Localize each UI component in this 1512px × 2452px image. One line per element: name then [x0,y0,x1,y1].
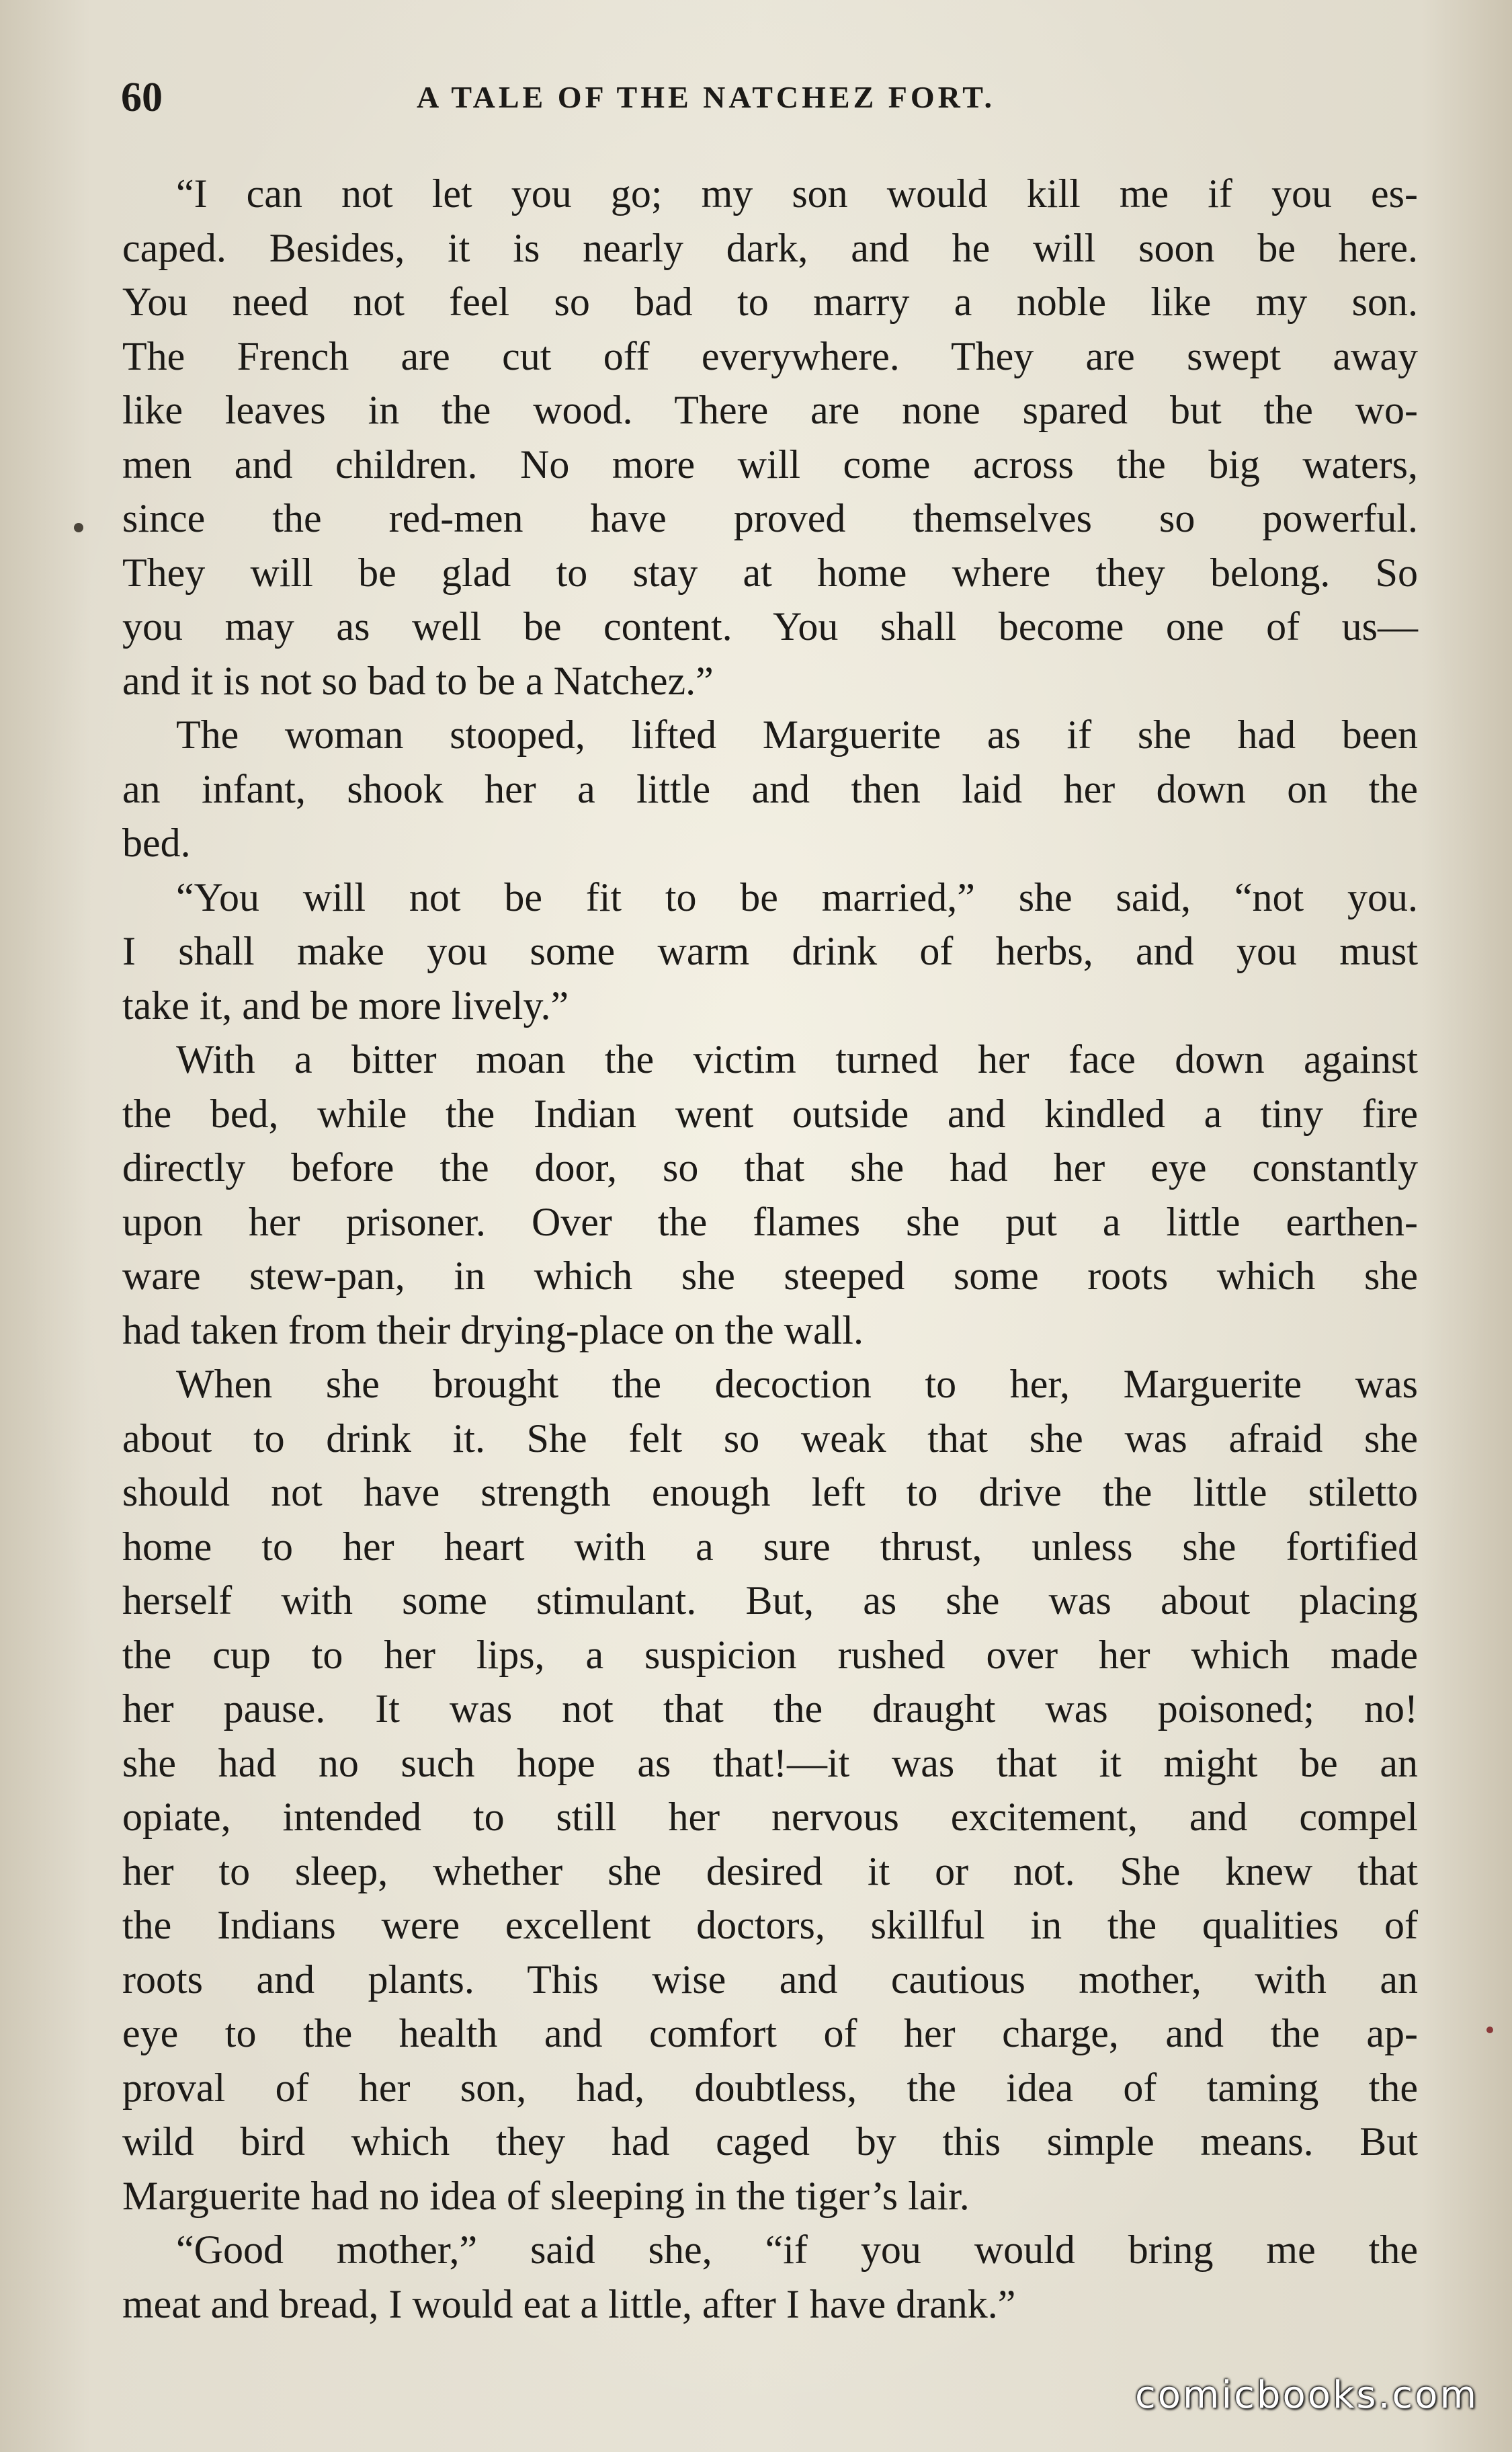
text-line: an infant, shook her a little and then laid her down on the [122,766,1418,811]
ink-speck [74,523,83,532]
text-line: opiate, intended to still her nervous excitement, and compel [122,1795,1418,1839]
text-line: When she brought the decoction to her, Marguerite was [176,1362,1418,1406]
text-line: and it is not so bad to be a Natchez.” [122,658,714,703]
text-line: the Indians were excellent doctors, skillful in the qualities of [122,1903,1418,1947]
text-line: Marguerite had no idea of sleeping in the tiger’s lair. [122,2173,970,2218]
text-line: herself with some stimulant. But, as she was about placing [122,1578,1418,1623]
text-line: I shall make you some warm drink of herbs, and you must [122,929,1418,973]
text-line: ware stew-pan, in which she steeped some roots which she [122,1254,1418,1298]
text-line: The French are cut off everywhere. They are swept away [122,333,1418,378]
text-line: the bed, while the Indian went outside and kindled a tiny fire [122,1091,1418,1136]
text-line: had taken from their drying-place on the wall. [122,1307,864,1352]
body-text [122,167,1418,2331]
page-number: 60 [121,75,163,120]
text-line: “I can not let you go; my son would kill me if you es- [176,171,1418,216]
text-line: proval of her son, had, doubtless, the idea of taming the [122,2065,1418,2110]
text-line: her to sleep, whether she desired it or not. She knew that [122,1848,1418,1893]
text-line: bed. [122,821,191,865]
text-line: caped. Besides, it is nearly dark, and he will soon be here. [122,225,1418,270]
text-line: You need not feel so bad to marry a noble like my son. [122,280,1418,324]
text-line: meat and bread, I would eat a little, after I have drank.” [122,2281,1016,2326]
text-line: the cup to her lips, a suspicion rushed over her which made [122,1632,1418,1677]
text-line: directly before the door, so that she had her eye constantly [122,1145,1418,1190]
text-line: should not have strength enough left to drive the little stiletto [122,1470,1418,1514]
text-line: upon her prisoner. Over the flames she put a little earthen- [122,1199,1418,1244]
text-line: since the red-men have proved themselves so powerful. [122,496,1418,540]
text-line: take it, and be more lively.” [122,983,569,1028]
text-line: her pause. It was not that the draught was poisoned; no! [122,1686,1418,1731]
text-line: With a bitter moan the victim turned her face down against [176,1037,1418,1081]
page-header [121,67,1418,128]
watermark: comicbooks.com [1134,2373,1478,2417]
ink-speck [1486,2027,1493,2033]
text-line: wild bird which they had caged by this simple means. But [122,2119,1418,2164]
text-line: “You will not be fit to be married,” she said, “not you. [176,874,1418,920]
text-line: eye to the health and comfort of her charge, and the ap- [122,2011,1418,2055]
text-line: you may as well be content. You shall become one of us— [122,604,1418,649]
text-line: men and children. No more will come across the big waters, [122,442,1418,487]
text-line: about to drink it. She felt so weak that she was afraid she [122,1416,1418,1461]
text-line: “Good mother,” said she, “if you would bring me the [176,2228,1418,2272]
text-line: she had no such hope as that!—it was that it might be an [122,1740,1418,1785]
text-line: roots and plants. This wise and cautious mother, with an [122,1957,1418,2002]
text-line: like leaves in the wood. There are none spared but the wo- [122,388,1418,432]
text-line: The woman stooped, lifted Marguerite as if she had been [176,712,1418,757]
text-line: They will be glad to stay at home where they belong. So [122,550,1418,595]
text-line: home to her heart with a sure thrust, unless she fortified [122,1524,1418,1569]
running-title: A TALE OF THE NATCHEZ FORT. [417,80,996,114]
